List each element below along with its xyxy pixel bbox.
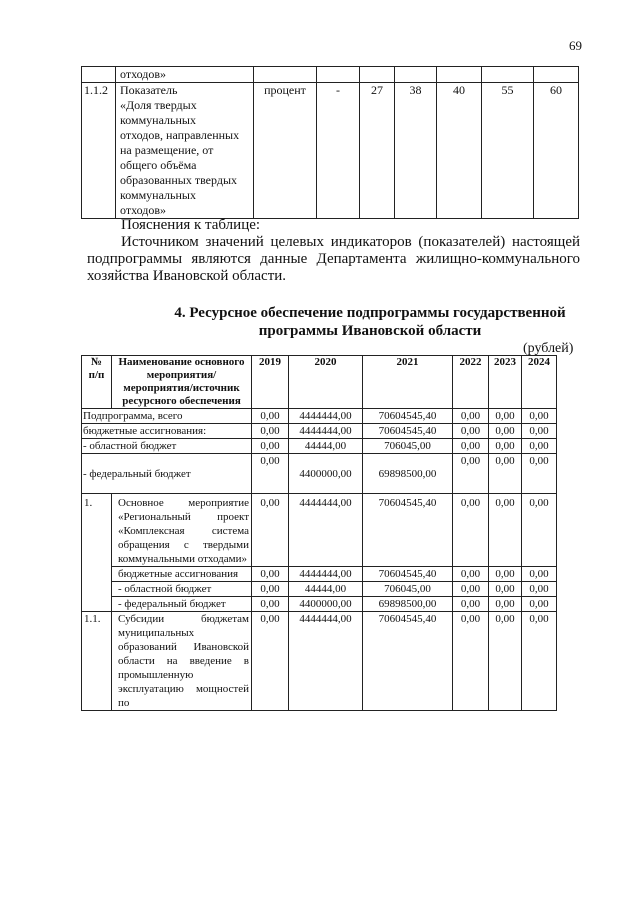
- col-header-num: [82, 356, 112, 409]
- indicator-value: 38: [395, 83, 437, 219]
- cell-2022: 0,00: [453, 612, 489, 711]
- section-heading-line: программы Ивановской области: [258, 323, 482, 339]
- cell-2024: 0,00: [522, 582, 557, 597]
- table-row: [82, 597, 557, 612]
- cell-2021: 70604545,40: [363, 424, 453, 439]
- cell-2020: 4444444,00: [289, 567, 363, 582]
- row-name: Основное мероприятие «Региональный проект «Комплексная система обращения с твердыми коммунальными отходами»: [112, 494, 252, 567]
- indicator-row: [82, 83, 579, 219]
- cell-2024: 0,00: [522, 409, 557, 424]
- cell-2023: 0,00: [489, 439, 522, 454]
- cell-2023: 0,00: [489, 424, 522, 439]
- table-row: [82, 494, 557, 567]
- table-row: [82, 424, 557, 439]
- indicator-value: 55: [482, 83, 534, 219]
- cell-2023: 0,00: [489, 612, 522, 711]
- cell-2022: 0,00: [453, 439, 489, 454]
- cell-2021: 69898500,00: [363, 597, 453, 612]
- cell-2019: 0,00: [252, 567, 289, 582]
- row-num: 1.: [82, 494, 112, 612]
- cell-2024: 0,00: [522, 439, 557, 454]
- cell-2024: 0,00: [522, 494, 557, 567]
- cell-2024: 0,00: [522, 597, 557, 612]
- table-row: [82, 439, 557, 454]
- cell-2021: 706045,00: [363, 439, 453, 454]
- cell-2022: 0,00: [453, 582, 489, 597]
- cell-2021: 70604545,40: [363, 409, 453, 424]
- indicator-name-line: общего объёма: [120, 158, 197, 172]
- cell-2019: 0,00: [252, 409, 289, 424]
- indicator-value: 27: [360, 83, 395, 219]
- cell-2023: 0,00: [489, 409, 522, 424]
- col-header-2022: 2022: [453, 356, 489, 409]
- row-num: 1.1.: [82, 612, 112, 711]
- row-label: бюджетные ассигнования:: [82, 424, 252, 439]
- indicator-row: [82, 67, 579, 83]
- col-header-2023: 2023: [489, 356, 522, 409]
- cell-2020: 4444444,00: [289, 612, 363, 711]
- indicator-value: 40: [437, 83, 482, 219]
- explanations-paragraph: Источником значений целевых индикаторов (показателей) настоящей подпрограммы являются данные Департамента жилищно-коммунального хозяйства Ивановской области.: [87, 234, 580, 284]
- col-header-name: Наименование основного мероприятия/мероприятия/источник ресурсного обеспечения: [112, 356, 252, 409]
- section-heading: [100, 304, 640, 340]
- cell-2019: 0,00: [252, 494, 289, 567]
- explanations-title: Пояснения к таблице:: [121, 217, 261, 233]
- indicator-num: [82, 67, 116, 83]
- indicator-value: [437, 67, 482, 83]
- table-row: [82, 612, 557, 711]
- cell-2020: 4400000,00: [289, 454, 363, 494]
- cell-2023: 0,00: [489, 597, 522, 612]
- cell-2020: 44444,00: [289, 439, 363, 454]
- cell-2019: 0,00: [252, 439, 289, 454]
- indicator-value: [534, 67, 579, 83]
- cell-2022: 0,00: [453, 454, 489, 494]
- indicator-value: [317, 67, 360, 83]
- cell-2020: 4400000,00: [289, 597, 363, 612]
- row-label: - федеральный бюджет: [112, 597, 252, 612]
- indicator-name-line: «Доля твердых: [120, 98, 197, 112]
- table-row: [82, 567, 557, 582]
- cell-2022: 0,00: [453, 494, 489, 567]
- indicator-value: [360, 67, 395, 83]
- col-header-2021: 2021: [363, 356, 453, 409]
- table-row: [82, 582, 557, 597]
- cell-2023: 0,00: [489, 494, 522, 567]
- cell-2023: 0,00: [489, 582, 522, 597]
- cell-2020: 4444444,00: [289, 409, 363, 424]
- cell-2021: 706045,00: [363, 582, 453, 597]
- row-label: - федеральный бюджет: [82, 454, 252, 494]
- table-row: [82, 409, 557, 424]
- row-label: - областной бюджет: [112, 582, 252, 597]
- indicator-value: [482, 67, 534, 83]
- col-header-num-line: №: [90, 356, 103, 368]
- resource-table: [81, 355, 557, 711]
- indicator-num: 1.1.2: [82, 83, 116, 219]
- cell-2022: 0,00: [453, 409, 489, 424]
- cell-2019: 0,00: [252, 597, 289, 612]
- col-header-2024: 2024: [522, 356, 557, 409]
- indicator-name-line: отходов, направленных: [120, 128, 240, 142]
- indicator-value: [395, 67, 437, 83]
- indicator-unit: процент: [254, 83, 317, 219]
- cell-2024: 0,00: [522, 567, 557, 582]
- cell-2023: 0,00: [489, 454, 522, 494]
- row-name: Субсидии бюджетам муниципальных образований Ивановской области на введение в промышленную эксплуатацию мощностей по: [112, 612, 252, 711]
- cell-2020: 44444,00: [289, 582, 363, 597]
- table-row: [82, 454, 557, 494]
- row-label: Подпрограмма, всего: [82, 409, 252, 424]
- indicator-value: 60: [534, 83, 579, 219]
- page-number: 69: [569, 38, 582, 53]
- cell-2021: 70604545,40: [363, 612, 453, 711]
- cell-2022: 0,00: [453, 567, 489, 582]
- cell-2024: 0,00: [522, 424, 557, 439]
- cell-2020: 4444444,00: [289, 494, 363, 567]
- cell-2022: 0,00: [453, 424, 489, 439]
- col-header-num-line: п/п: [88, 369, 105, 381]
- row-label: бюджетные ассигнования: [112, 567, 252, 582]
- indicator-name: [116, 67, 254, 83]
- indicator-name-line: коммунальных: [120, 113, 196, 127]
- indicator-name-line: образованных твердых: [120, 173, 238, 187]
- cell-2022: 0,00: [453, 597, 489, 612]
- indicator-unit: [254, 67, 317, 83]
- cell-2019: 0,00: [252, 582, 289, 597]
- cell-2019: 0,00: [252, 454, 289, 494]
- indicator-name: [116, 83, 254, 219]
- row-label: - областной бюджет: [82, 439, 252, 454]
- table-header-row: [82, 356, 557, 409]
- cell-2023: 0,00: [489, 567, 522, 582]
- indicator-name-line: на размещение, от: [120, 143, 214, 157]
- explanations-text: [87, 234, 580, 285]
- indicator-table: [81, 66, 579, 219]
- indicator-name-line: отходов»: [120, 67, 167, 81]
- col-header-2019: 2019: [252, 356, 289, 409]
- col-header-2020: 2020: [289, 356, 363, 409]
- cell-2021: 70604545,40: [363, 567, 453, 582]
- cell-2024: 0,00: [522, 612, 557, 711]
- indicator-name-line: отходов»: [120, 203, 167, 217]
- section-heading-line: 4. Ресурсное обеспечение подпрограммы государственной: [174, 305, 566, 321]
- cell-2019: 0,00: [252, 612, 289, 711]
- cell-2021: 69898500,00: [363, 454, 453, 494]
- indicator-name-line: Показатель: [120, 83, 178, 97]
- indicator-value: -: [317, 83, 360, 219]
- cell-2019: 0,00: [252, 424, 289, 439]
- units-label: (рублей): [523, 341, 574, 356]
- cell-2024: 0,00: [522, 454, 557, 494]
- cell-2021: 70604545,40: [363, 494, 453, 567]
- indicator-name-line: коммунальных: [120, 188, 196, 202]
- cell-2020: 4444444,00: [289, 424, 363, 439]
